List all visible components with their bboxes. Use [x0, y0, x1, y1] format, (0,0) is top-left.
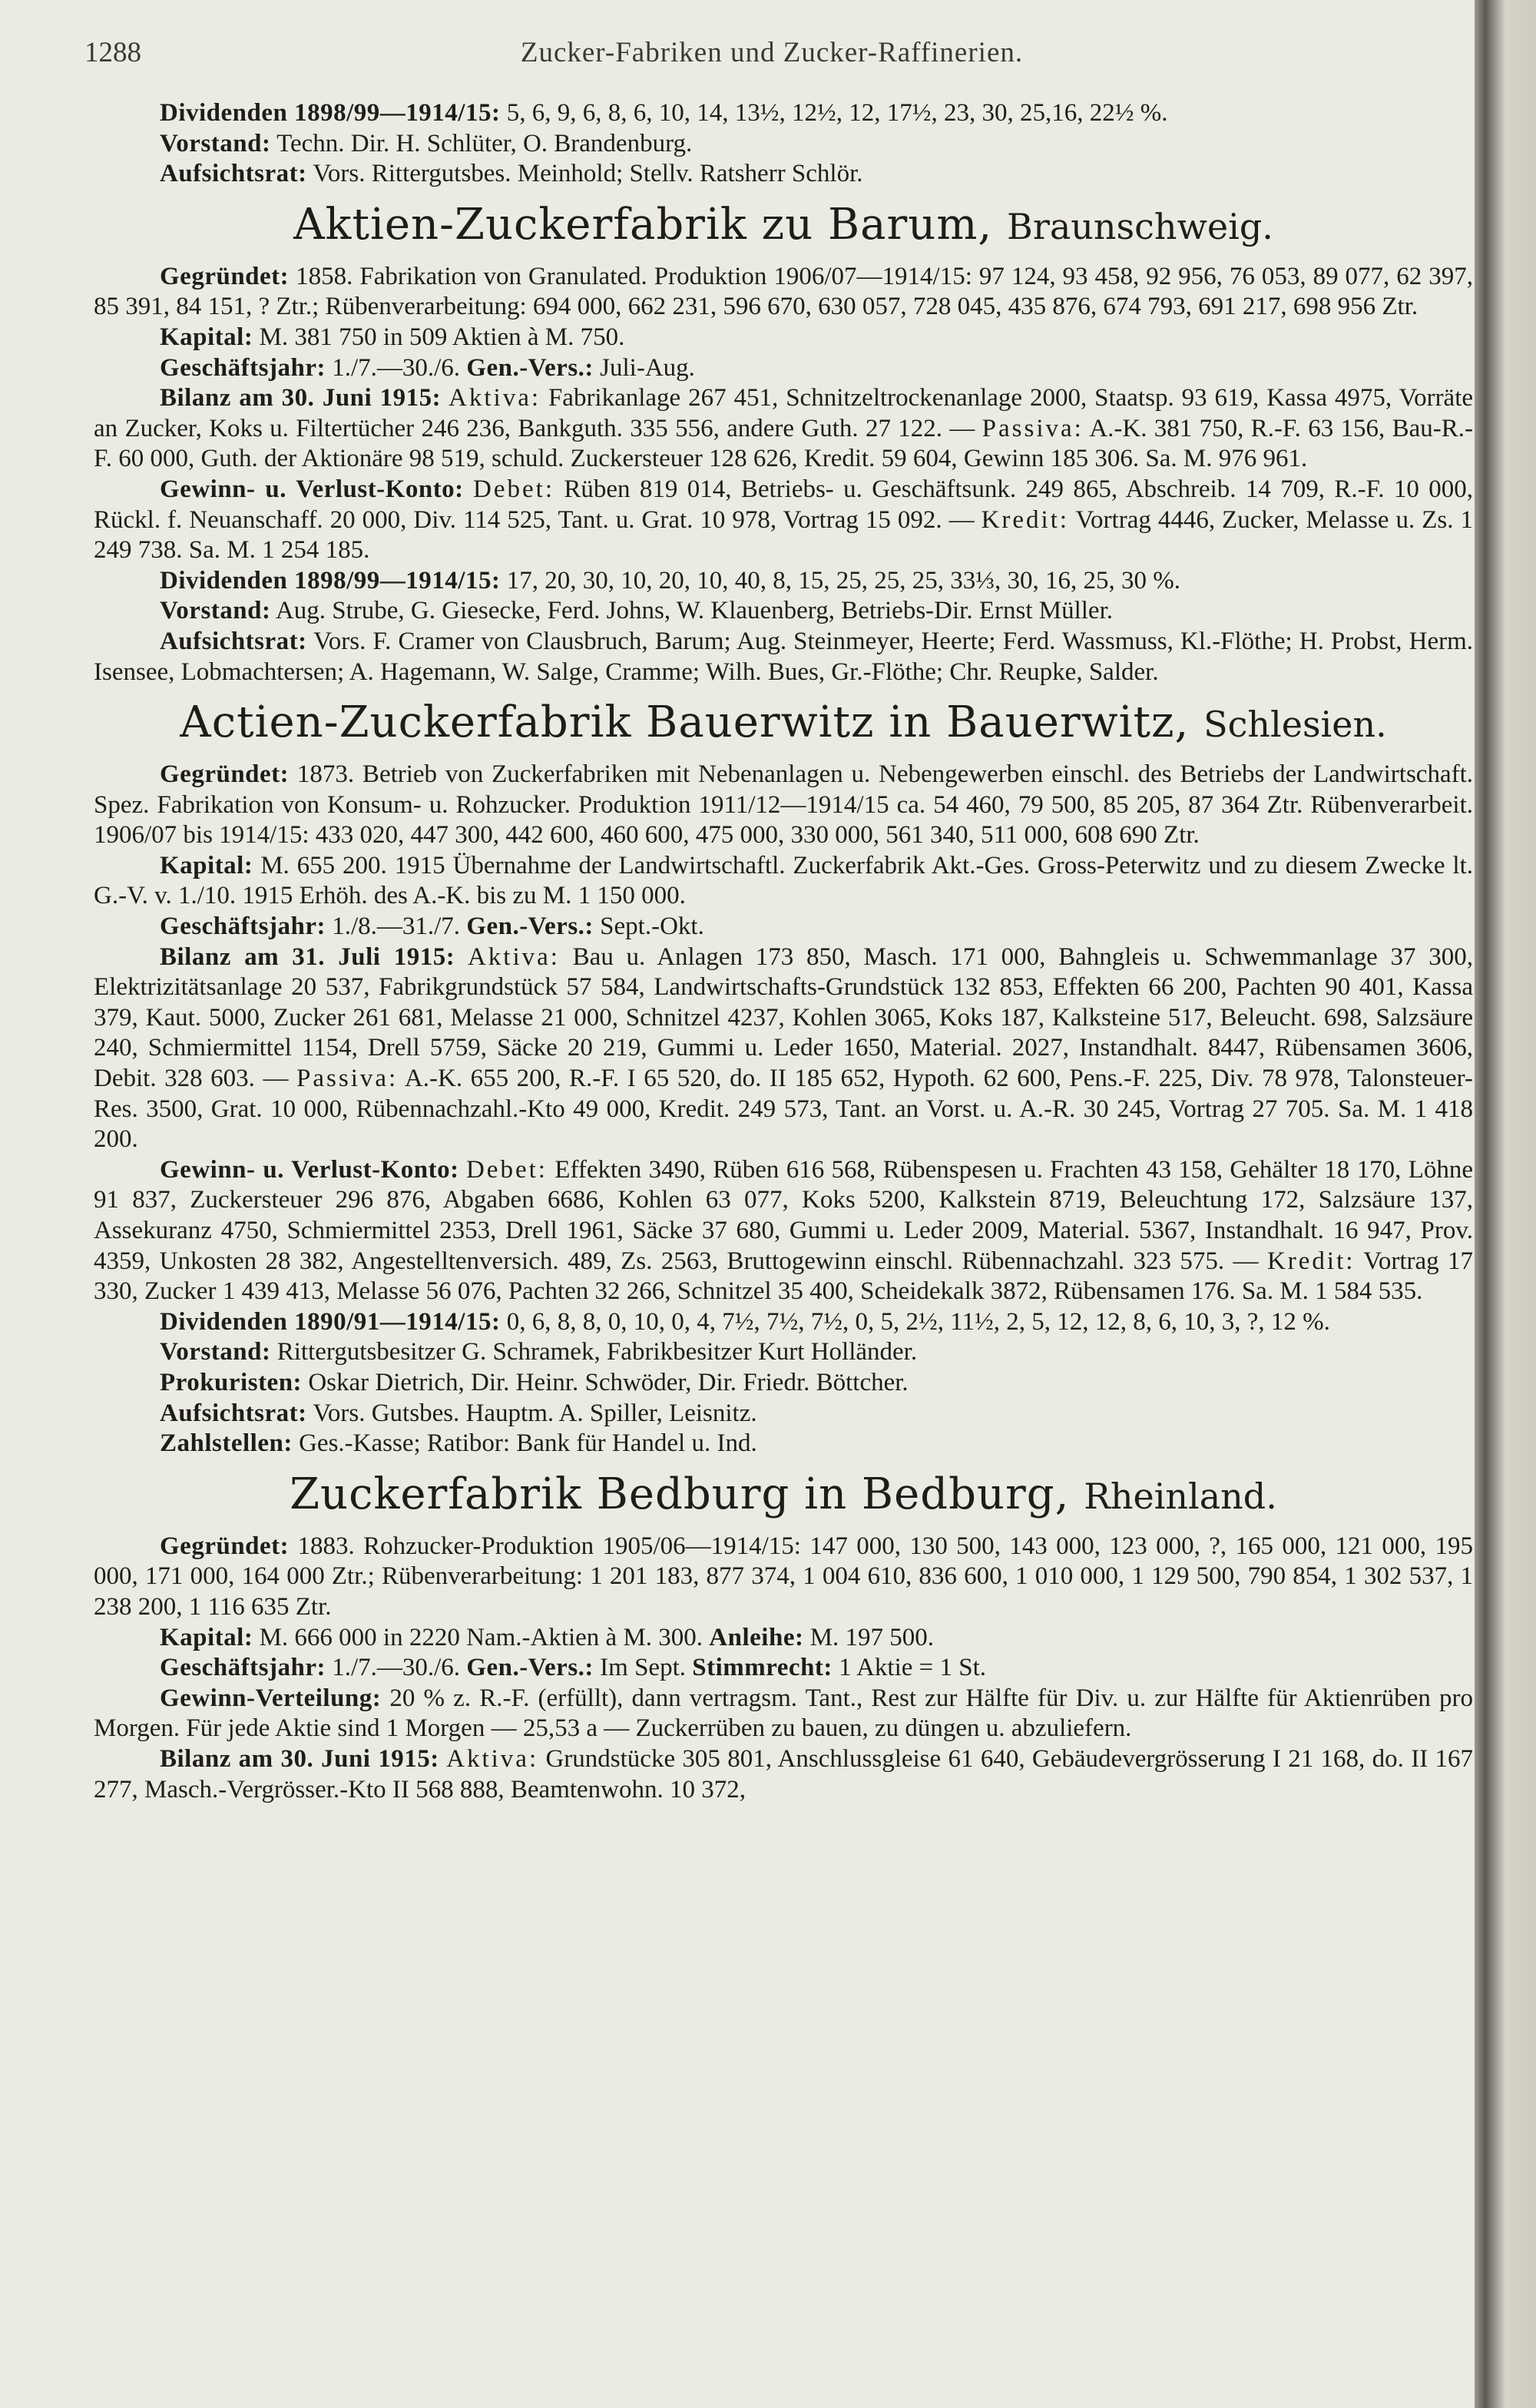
- page-header: [84, 34, 1459, 72]
- field-label: Dividenden 1898/99—1914/15:: [160, 566, 501, 595]
- field-label: Kapital:: [160, 323, 253, 351]
- entry-paragraph: [94, 851, 1473, 912]
- company-entry: [94, 1467, 1473, 1805]
- field-text: 1883. Rohzucker-Produktion 1905/06—1914/15: 147 000, 130 500, 143 000, 123 000, ?, 165 000, 121 000, 195 000, 171 000, 164 000 Ztr.; Rübenverarbeitung: 1 201 183, 877 374, 1 004 610, 836 600, 1 010 000, 1 129 500, 790 854, 1 302 537, 1 238 200, 1 116 635 Ztr.: [94, 1532, 1473, 1621]
- field-label: Gen.-Vers.:: [466, 1654, 594, 1682]
- field-text: 1./8.—31./7.: [332, 913, 461, 941]
- entry-paragraph: [94, 1744, 1473, 1805]
- field-label: Bilanz am 31. Juli 1915:: [160, 942, 455, 971]
- entry-paragraph: [94, 159, 1473, 190]
- company-name: Aktien-Zuckerfabrik zu Barum,: [293, 199, 993, 250]
- company-location: Schlesien.: [1203, 704, 1387, 746]
- entry-paragraph: [94, 262, 1473, 323]
- field-label: Bilanz am 30. Juni 1915:: [160, 1744, 439, 1773]
- field-label: Bilanz am 30. Juni 1915:: [160, 384, 442, 412]
- company-location: Rheinland.: [1084, 1475, 1277, 1517]
- field-text: Im Sept.: [600, 1654, 686, 1682]
- field-text: Grundstücke 305 801, Anschlussgleise 61 640, Gebäudevergrösserung I 21 168, do. II 167 277, Masch.-Vergrösser.-Kto II 568 888, Beamtenwohn. 10 372,: [94, 1744, 1474, 1804]
- field-text: Vors. Gutsbes. Hauptm. A. Spiller, Leisnitz.: [313, 1399, 757, 1427]
- company-entry: [94, 197, 1473, 687]
- entry-paragraph: [94, 1337, 1473, 1368]
- entry-paragraph: [94, 1653, 1473, 1684]
- field-text: Rüben 819 014, Betriebs- u. Geschäftsunk. 249 865, Abschreib. 14 709, R.-F. 10 000, Rückl. f. Neuanschaff. 20 000, Div. 114 525, Tant. u. Grat. 10 978, Vortrag 15 092. —: [94, 475, 1473, 534]
- running-title: Zucker-Fabriken und Zucker-Raffinerien.: [520, 37, 1024, 68]
- field-text: Vortrag 4446, Zucker, Melasse u. Zs. 1 249 738. Sa. M. 1 254 185.: [94, 505, 1474, 565]
- field-text: Techn. Dir. H. Schlüter, O. Brandenburg.: [276, 129, 693, 157]
- entry-paragraph: [94, 566, 1473, 597]
- entry-paragraph: [94, 323, 1473, 353]
- field-label: Geschäftsjahr:: [160, 353, 326, 382]
- field-text: Juli-Aug.: [600, 353, 695, 382]
- section-label: Kredit:: [1266, 1247, 1356, 1275]
- company-entry: [94, 695, 1473, 1459]
- company-location: Braunschweig.: [1007, 205, 1273, 247]
- entry-paragraph: [94, 129, 1473, 160]
- page-binding-edge: [1475, 0, 1536, 2408]
- entry-paragraph: [94, 942, 1473, 1155]
- field-label: Gewinn-Verteilung:: [160, 1684, 382, 1712]
- field-label: Kapital:: [160, 1623, 253, 1651]
- entry-paragraph: [94, 1399, 1473, 1429]
- field-text: 17, 20, 30, 10, 20, 10, 40, 8, 15, 25, 25, 25, 33⅓, 30, 16, 25, 30 %.: [506, 566, 1180, 595]
- section-label: Passiva:: [296, 1065, 399, 1093]
- field-label: Dividenden 1890/91—1914/15:: [160, 1307, 501, 1336]
- field-text: M. 655 200. 1915 Übernahme der Landwirtschaftl. Zuckerfabrik Akt.-Ges. Gross-Peterwitz und zu diesem Zwecke lt. G.-V. v. 1./10. 1915 Erhöh. des A.-K. bis zu M. 1 150 000.: [94, 851, 1473, 910]
- field-label: Gen.-Vers.:: [466, 353, 594, 382]
- entry-paragraph: [94, 596, 1473, 627]
- company-title: [94, 1467, 1473, 1524]
- field-text: M. 666 000 in 2220 Nam.-Aktien à M. 300.: [259, 1623, 703, 1651]
- entry-paragraph: [94, 760, 1473, 851]
- field-label: Stimmrecht:: [692, 1654, 833, 1682]
- page-content: [94, 98, 1473, 1813]
- entry-paragraph: [94, 1684, 1473, 1744]
- section-label: Aktiva:: [449, 384, 541, 412]
- field-label: Prokuristen:: [160, 1368, 303, 1396]
- field-label: Geschäftsjahr:: [160, 1654, 326, 1682]
- entry-paragraph: [94, 1623, 1473, 1654]
- field-text: 1873. Betrieb von Zuckerfabriken mit Nebenanlagen u. Nebengewerben einschl. des Betriebs der Landwirtschaft. Spez. Fabrikation von Konsum- u. Rohzucker. Produktion 1911/12—1914/15 ca. 54 460, 79 500, 85 205, 87 364 Ztr. Rübenverarbeit. 1906/07 bis 1914/15: 433 020, 447 300, 442 600, 460 600, 475 000, 330 000, 561 340, 511 000, 608 690 Ztr.: [94, 760, 1474, 850]
- field-label: Aufsichtsrat:: [160, 627, 307, 655]
- field-text: M. 197 500.: [809, 1623, 935, 1651]
- entry-paragraph: [94, 353, 1473, 384]
- field-text: 1./7.—30./6.: [332, 1654, 461, 1682]
- company-title: [94, 197, 1473, 254]
- field-label: Vorstand:: [160, 597, 271, 625]
- section-label: Aktiva:: [446, 1744, 539, 1773]
- company-name: Actien-Zuckerfabrik Bauerwitz in Bauerwitz,: [180, 697, 1190, 748]
- field-text: Sept.-Okt.: [600, 913, 704, 941]
- field-text: Vors. F. Cramer von Clausbruch, Barum; Aug. Steinmeyer, Heerte; Ferd. Wassmuss, Kl.-Flöthe; H. Probst, Herm. Isensee, Lobmachtersen; A. Hagemann, W. Salge, Cramme; Wilh. Bues, Gr.-Flöthe; Chr. Reupke, Salder.: [94, 627, 1473, 686]
- field-label: Dividenden 1898/99—1914/15:: [160, 99, 501, 127]
- entry-paragraph: [94, 383, 1473, 475]
- field-label: Geschäftsjahr:: [160, 913, 326, 941]
- field-text: Fabrikanlage 267 451, Schnitzeltrockenanlage 2000, Staatsp. 93 619, Kassa 4975, Vorräte an Zucker, Koks u. Filtertücher 246 236, Bankguth. 335 556, andere Guth. 27 122. —: [94, 384, 1474, 442]
- field-text: 1 Aktie = 1 St.: [839, 1654, 987, 1682]
- field-label: Anleihe:: [709, 1623, 804, 1651]
- field-text: 0, 6, 8, 8, 0, 10, 0, 4, 7½, 7½, 7½, 0, 5, 2½, 11½, 2, 5, 12, 12, 8, 6, 10, 3, ?, 12 %.: [506, 1307, 1330, 1336]
- entry-paragraph: [94, 475, 1473, 566]
- field-text: Vortrag 17 330, Zucker 1 439 413, Melasse 56 076, Pachten 32 266, Schnitzel 35 400, Scheidekalk 3872, Rübensamen 176. Sa. M. 1 584 535.: [94, 1247, 1474, 1306]
- company-entry: [94, 98, 1473, 190]
- entry-paragraph: [94, 627, 1473, 687]
- field-text: Vors. Rittergutsbes. Meinhold; Stellv. Ratsherr Schlör.: [313, 160, 863, 188]
- field-text: 5, 6, 9, 6, 8, 6, 10, 14, 13½, 12½, 12, 17½, 23, 30, 25,16, 22½ %.: [506, 99, 1168, 127]
- field-text: 20 % z. R.-F. (erfüllt), dann vertragsm. Tant., Rest zur Hälfte für Div. u. zur Hälfte für Aktienrüben pro Morgen. Für jede Aktie sind 1 Morgen — 25,53 a — Zuckerrüben zu bauen, zu düngen u. abzuliefern.: [94, 1684, 1474, 1743]
- entry-paragraph: [94, 1307, 1473, 1338]
- field-label: Gegründet:: [160, 1532, 290, 1560]
- field-text: Oskar Dietrich, Dir. Heinr. Schwöder, Dir. Friedr. Böttcher.: [308, 1368, 909, 1396]
- page-number: 1288: [84, 37, 141, 68]
- field-text: Aug. Strube, G. Giesecke, Ferd. Johns, W. Klauenberg, Betriebs-Dir. Ernst Müller.: [275, 597, 1113, 625]
- field-label: Kapital:: [160, 851, 253, 879]
- company-title: [94, 695, 1473, 752]
- section-label: Kredit:: [981, 505, 1070, 534]
- field-label: Gewinn- u. Verlust-Konto:: [160, 1155, 459, 1184]
- field-text: M. 381 750 in 509 Aktien à M. 750.: [259, 323, 625, 351]
- section-label: Aktiva:: [467, 942, 560, 971]
- entry-paragraph: [94, 98, 1473, 129]
- field-text: 1./7.—30./6.: [332, 353, 461, 382]
- field-label: Vorstand:: [160, 1338, 271, 1366]
- entry-paragraph: [94, 1368, 1473, 1399]
- field-text: Ges.-Kasse; Ratibor: Bank für Handel u. Ind.: [299, 1429, 757, 1458]
- field-text: Bau u. Anlagen 173 850, Masch. 171 000, Bahngleis u. Schwemmanlage 37 300, Elektrizitätsanlage 20 537, Fabrikgrundstück 57 584, Landwirtschafts-Grundstück 132 853, Effekten 66 200, Pachten 90 401, Kassa 379, Kaut. 5000, Zucker 261 681, Melasse 21 000, Schnitzel 4237, Kohlen 3065, Koks 187, Kalksteine 517, Beleucht. 698, Salzsäure 240, Schmiermittel 1154, Drell 5759, Säcke 20 219, Gummi u. Leder 1650, Material. 2027, Instandhalt. 8447, Rübensamen 3606, Debit. 328 603. —: [94, 942, 1473, 1093]
- field-text: A.-K. 655 200, R.-F. I 65 520, do. II 185 652, Hypoth. 62 600, Pens.-F. 225, Div. 78 978, Talonsteuer-Res. 3500, Grat. 10 000, Rübennachzahl.-Kto 49 000, Kredit. 249 573, Tant. an Vorst. u. A.-R. 30 245, Vortrag 27 705. Sa. M. 1 418 200.: [94, 1065, 1473, 1154]
- field-label: Aufsichtsrat:: [160, 1399, 307, 1427]
- entry-paragraph: [94, 1429, 1473, 1459]
- field-text: Effekten 3490, Rüben 616 568, Rübenspesen u. Frachten 43 158, Gehälter 18 170, Löhne 91 837, Zuckersteuer 296 876, Abgaben 6686, Kohlen 63 077, Koks 5200, Kalkstein 8719, Beleuchtung 172, Salzsäure 137, Assekuranz 4750, Schmiermittel 2353, Drell 1961, Säcke 37 680, Gummi u. Leder 2009, Material. 5367, Instandhalt. 16 947, Prov. 4359, Unkosten 28 382, Angestelltenversich. 489, Zs. 2563, Bruttogewinn einschl. Rübennachzahl. 323 575. —: [94, 1155, 1474, 1275]
- field-label: Gegründet:: [160, 262, 290, 290]
- company-name: Zuckerfabrik Bedburg in Bedburg,: [290, 1469, 1070, 1519]
- field-label: Vorstand:: [160, 129, 271, 157]
- field-label: Gegründet:: [160, 760, 290, 789]
- entry-paragraph: [94, 1532, 1473, 1623]
- field-label: Aufsichtsrat:: [160, 160, 307, 188]
- entry-paragraph: [94, 912, 1473, 942]
- section-label: Passiva:: [982, 414, 1084, 442]
- section-label: Debet:: [465, 1155, 548, 1184]
- entry-paragraph: [94, 1155, 1473, 1307]
- field-label: Gewinn- u. Verlust-Konto:: [160, 475, 464, 503]
- field-label: Gen.-Vers.:: [466, 913, 594, 941]
- field-text: 1858. Fabrikation von Granulated. Produktion 1906/07—1914/15: 97 124, 93 458, 92 956, 76 053, 89 077, 62 397, 85 391, 84 151, ? Ztr.; Rübenverarbeitung: 694 000, 662 231, 596 670, 630 057, 728 045, 435 876, 674 793, 691 217, 698 956 Ztr.: [94, 262, 1473, 321]
- field-text: Rittergutsbesitzer G. Schramek, Fabrikbesitzer Kurt Holländer.: [276, 1338, 918, 1366]
- field-label: Zahlstellen:: [160, 1429, 293, 1458]
- field-text: A.-K. 381 750, R.-F. 63 156, Bau-R.-F. 60 000, Guth. der Aktionäre 98 519, schuld. Zuckersteuer 128 626, Kredit. 59 604, Gewinn 185 306. Sa. M. 976 961.: [94, 414, 1473, 473]
- section-label: Debet:: [473, 475, 554, 503]
